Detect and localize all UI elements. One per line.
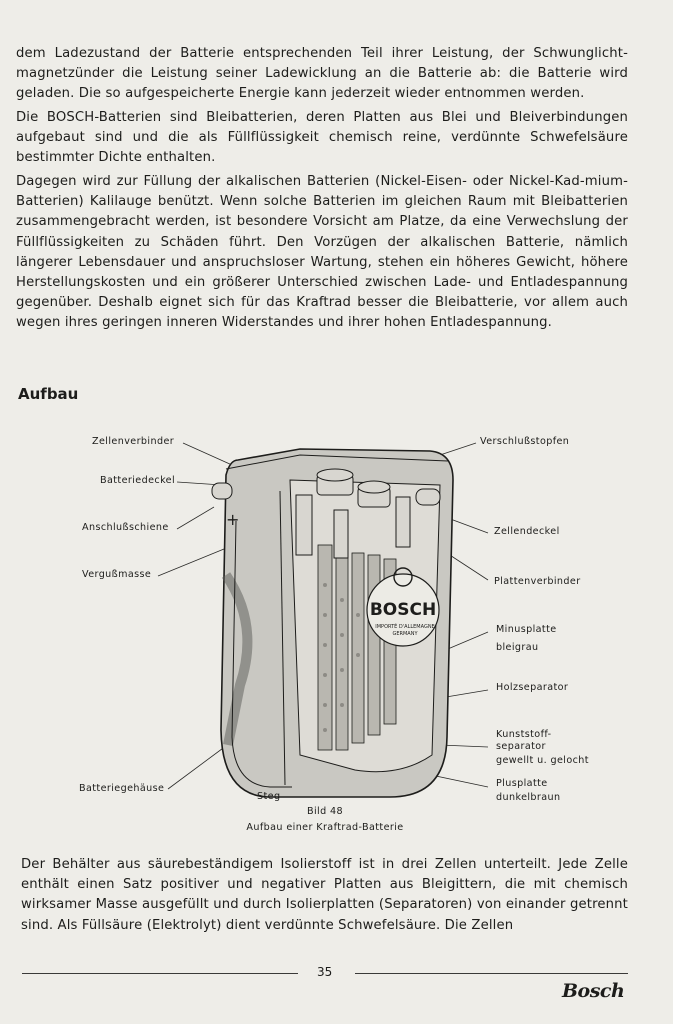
label-vergussmasse: Vergußmasse xyxy=(82,569,152,580)
label-plusplatte-color: dunkelbraun xyxy=(496,792,561,803)
paragraph-intro: dem Ladezustand der Batterie entsprechenden Teil ihrer Leistung, der Schwunglicht-magnetzünder die Leistung seiner Ladewicklung an die Batterie ab: die Batterie wird geladen. Die so aufgespeicherte Energie kann jederzeit wieder entnommen werden. xyxy=(16,46,628,102)
label-anschlussschiene: Anschlußschiene xyxy=(82,522,169,533)
footer-rule-right xyxy=(355,973,628,974)
footer-rule-left xyxy=(22,973,298,974)
section-heading: Aufbau xyxy=(18,385,79,403)
label-kunststoff: Kunststoff- xyxy=(496,729,552,740)
label-separator: separator xyxy=(496,741,546,752)
paragraph-bosch-batteries: Die BOSCH-Batterien sind Bleibatterien, deren Platten aus Blei und Bleiverbindungen aufgebaut sind und die als Füllflüssigkeit chemisch reine, verdünnte Schwefelsäure bestimmter Dichte enthalten. xyxy=(16,110,628,166)
label-minusplatte-color: bleigrau xyxy=(496,642,539,653)
figure-caption: Aufbau einer Kraftrad-Batterie xyxy=(246,822,404,833)
bosch-label-text: BOSCH xyxy=(369,600,437,620)
paragraph-container: Der Behälter aus säurebeständigem Isolierstoff ist in drei Zellen unterteilt. Jede Zelle enthält einen Satz positiver und negativer Platten aus Bleigittern, die mit chemisch wirksamer Masse ausgefüllt und durch Isolierplatten (Separatoren) von einander getrennt sind. Als Füllsäure (Elektrolyt) dient verdünnte Schwefelsäure. Die Zellen xyxy=(21,857,628,933)
label-plattenverbinder: Plattenverbinder xyxy=(494,576,581,587)
battery-figure xyxy=(0,425,673,845)
label-zellenverbinder: Zellenverbinder xyxy=(92,436,175,447)
battery-illustration xyxy=(0,425,673,845)
label-holzseparator: Holzseparator xyxy=(496,682,569,693)
bosch-label-import: IMPORTÉ D'ALLEMAGNE xyxy=(375,624,435,630)
bosch-label-germany: GERMANY xyxy=(392,631,418,637)
paragraph-alkaline-batteries: Dagegen wird zur Füllung der alkalischen Batterien (Nickel-Eisen- oder Nickel-Kad-mium-Batterien) Kalilauge benützt. Wenn solche Batterien im gleichen Raum mit Bleibatterien zusammengebracht werden, ist besondere Vorsicht am Platze, da eine Verwechslung der Füllflüssigkeiten zu Schäden führt. Den Vorzügen der alkalischen Batterie, nämlich längerer Lebensdauer und anspruchsloser Wartung, stehen ein höheres Gewicht, höhere Herstellungskosten und ein größerer Unterschied zwischen Lade- und Entladespannung gegenüber. Deshalb eignet sich für das Kraftrad besser die Bleibatterie, vor allem auch wegen ihres geringen inneren Widerstandes und ihrer hohen Entladespannung. xyxy=(16,174,628,331)
label-gewellt: gewellt u. gelocht xyxy=(496,755,589,766)
page-number: 35 xyxy=(317,965,333,979)
bosch-logo: Bosch xyxy=(562,980,625,1002)
label-zellendeckel: Zellendeckel xyxy=(494,526,560,537)
label-plusplatte: Plusplatte xyxy=(496,778,548,789)
svg-text:+: + xyxy=(226,510,240,529)
figure-number: Bild 48 xyxy=(306,806,344,817)
label-batteriegehaeuse: Batteriegehäuse xyxy=(79,783,165,794)
label-minusplatte: Minusplatte xyxy=(496,624,557,635)
label-batteriedeckel: Batteriedeckel xyxy=(100,475,176,486)
label-steg: Steg xyxy=(257,791,281,802)
label-verschlussstopfen: Verschlußstopfen xyxy=(480,436,570,447)
